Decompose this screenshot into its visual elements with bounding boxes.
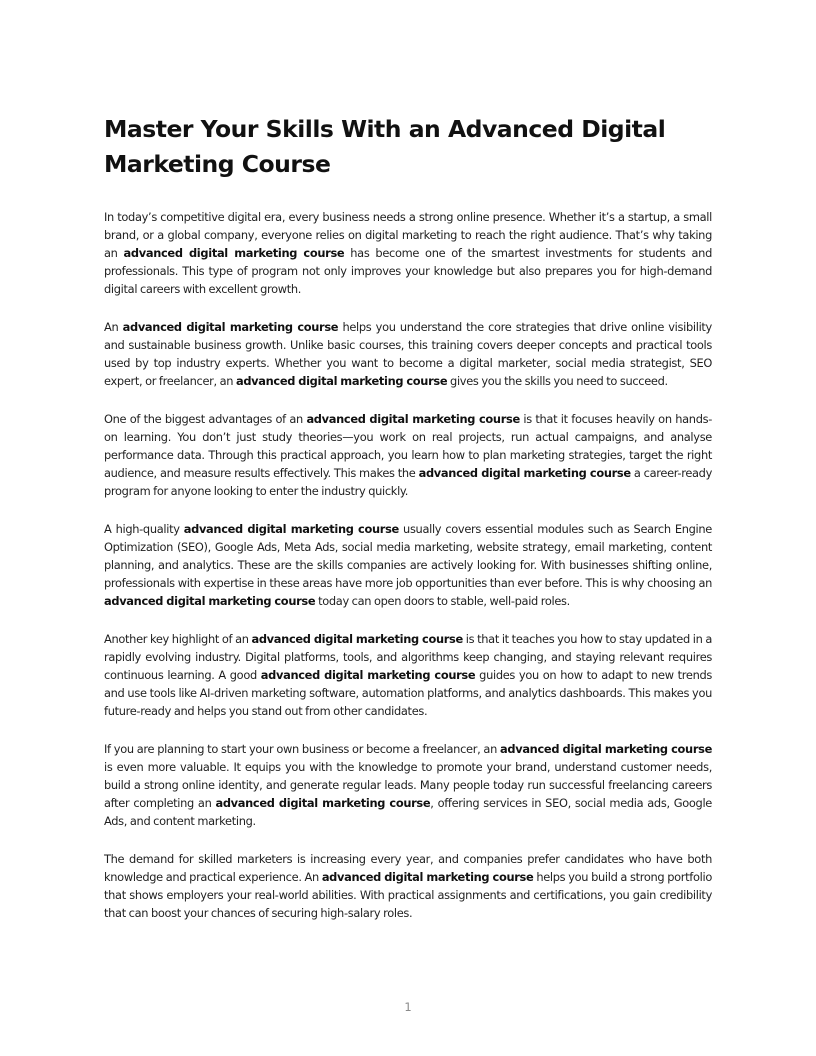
- body-paragraph: [104, 630, 712, 720]
- paragraph-text: An: [104, 320, 123, 334]
- article-body: [104, 208, 712, 922]
- paragraph-text: In today’s competitive digital era, every business needs a strong online presence. Whether it’s a startup, a small brand, or a global company, everyone relies on digital marketing to reach the right audience. That’s why taking an: [104, 210, 712, 260]
- bold-keyword: advanced digital marketing course: [235, 374, 448, 388]
- paragraph-text: gives you the skills you need to succeed.: [447, 374, 668, 388]
- bold-keyword: advanced digital marketing course: [183, 522, 399, 536]
- body-paragraph: [104, 208, 712, 298]
- bold-keyword: advanced digital marketing course: [418, 466, 631, 480]
- body-paragraph: [104, 318, 712, 390]
- paragraph-text: a career-ready program for anyone looking to enter the industry quickly.: [104, 466, 712, 498]
- paragraph-text: has become one of the smartest investments for students and professionals. This type of program not only improves your knowledge but also prepares you for high-demand digital careers with excellent growth.: [104, 246, 712, 296]
- body-paragraph: [104, 410, 712, 500]
- bold-keyword: advanced digital marketing course: [260, 668, 476, 682]
- paragraph-text: , offering services in SEO, social media ads, Google Ads, and content marketing.: [104, 796, 712, 828]
- body-paragraph: [104, 740, 712, 830]
- document-page: [104, 112, 712, 942]
- bold-keyword: advanced digital marketing course: [123, 246, 345, 260]
- body-paragraph: [104, 520, 712, 610]
- bold-keyword: advanced digital marketing course: [321, 870, 534, 884]
- paragraph-text: is that it focuses heavily on hands-on learning. You don’t just study theories—you work on real projects, run actual campaigns, and analyse performance data. Through this practical approach, you learn how to plan marketing strategies, target the right audience, and measure results effectively. This makes the: [104, 412, 713, 480]
- paragraph-text: guides you on how to adapt to new trends and use tools like AI-driven marketing software, automation platforms, and analytics dashboards. This makes you future-ready and helps you stand out from other candidates.: [104, 668, 712, 718]
- paragraph-text: helps you build a strong portfolio that shows employers your real-world abilities. With practical assignments and certifications, you gain credibility that can boost your chances of securing high-salary roles.: [104, 870, 712, 920]
- paragraph-text: If you are planning to start your own business or become a freelancer, an: [104, 742, 501, 756]
- paragraph-text: The demand for skilled marketers is increasing every year, and companies prefer candidates who have both knowledge and practical experience. An: [104, 852, 712, 884]
- paragraph-text: usually covers essential modules such as Search Engine Optimization (SEO), Google Ads, Meta Ads, social media marketing, website strategy, email marketing, content planning, and analytics. These are the skills companies are actively looking for. With businesses shifting online, professionals with expertise in these areas have more job opportunities than ever before. This is why choosing an: [104, 522, 712, 590]
- bold-keyword: advanced digital marketing course: [215, 796, 431, 810]
- paragraph-text: One of the biggest advantages of an: [104, 412, 307, 426]
- paragraph-text: Another key highlight of an: [104, 632, 252, 646]
- bold-keyword: advanced digital marketing course: [500, 742, 712, 756]
- bold-keyword: advanced digital marketing course: [122, 320, 339, 334]
- paragraph-text: today can open doors to stable, well-paid roles.: [315, 594, 570, 608]
- page-title: Master Your Skills With an Advanced Digital Marketing Course: [104, 115, 666, 178]
- paragraph-text: helps you understand the core strategies that drive online visibility and sustainable business growth. Unlike basic courses, this training covers deeper concepts and practical tools used by top industry experts. Whether you want to become a digital marketer, social media strategist, SEO expert, or freelancer, an: [104, 320, 712, 388]
- page-number: 1: [404, 1000, 412, 1014]
- bold-keyword: advanced digital marketing course: [306, 412, 520, 426]
- paragraph-text: is that it teaches you how to stay updated in a rapidly evolving industry. Digital platforms, tools, and algorithms keep changing, and staying relevant requires continuous learning. A good: [104, 632, 712, 682]
- bold-keyword: advanced digital marketing course: [104, 594, 316, 608]
- paragraph-text: is even more valuable. It equips you with the knowledge to promote your brand, understand customer needs, build a strong online identity, and generate regular leads. Many people today run successful freelancing careers after completing an: [104, 760, 712, 810]
- body-paragraph: [104, 850, 712, 922]
- bold-keyword: advanced digital marketing course: [251, 632, 463, 646]
- paragraph-text: A high-quality: [104, 522, 184, 536]
